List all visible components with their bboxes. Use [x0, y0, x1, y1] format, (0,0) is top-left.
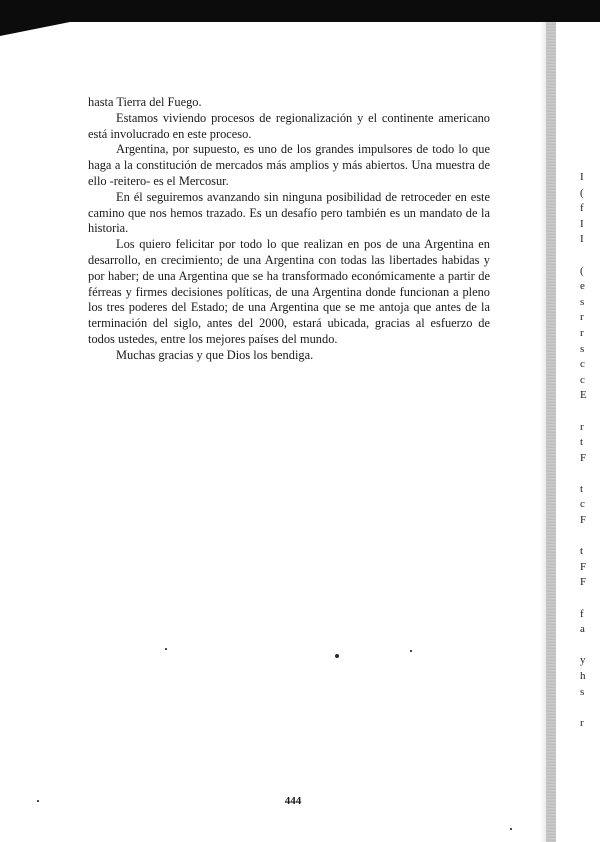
facing-page-glyph: I [580, 233, 584, 246]
facing-page-glyph: c [580, 358, 585, 371]
facing-page-glyph: c [580, 498, 585, 511]
facing-page-glyph: s [580, 685, 585, 698]
facing-page-glyph: ( [580, 186, 584, 199]
facing-page-glyph: r [580, 420, 584, 433]
facing-page-glyph [580, 248, 600, 264]
scan-speck [410, 650, 412, 652]
facing-page-glyph: r [580, 311, 584, 324]
facing-page-glyph: t [580, 482, 584, 495]
page-number: 444 [284, 795, 302, 807]
paragraph: Estamos viviendo procesos de regionalización y el continente americano está involucrado en este proceso. [88, 110, 490, 141]
facing-page-glyph [580, 529, 600, 545]
scan-speck [510, 828, 512, 830]
facing-page-glyph: E [580, 389, 587, 402]
paragraph: Los quiero felicitar por todo lo que realizan en pos de una Argentina en desarrollo, en crecimiento; de una Argentina con todas las libertades habidas y por haber; de una Argentina que se ha transformado económicamente a partir de férreas y firmes decisiones políticas, de una Argentina donde funcionan a pleno los tres poderes del Estado; de una Argentina que se me antoja que antes de la terminación del siglo, antes del 2000, estará ubicada, gracias al esfuerzo de todos ustedes, entre los mejores países del mundo. [88, 237, 490, 346]
book-spine [546, 22, 556, 842]
paragraph: Argentina, por supuesto, es uno de los grandes impulsores de todo lo que haga a la constitución de mercados más amplios y más abiertos. Una muestra de ello -reitero- es el Mercosur. [88, 142, 490, 188]
facing-page-glyph: e [580, 280, 585, 293]
facing-page-glyph: t [580, 436, 584, 449]
scan-speck [335, 654, 339, 658]
facing-page-text-fragments [580, 170, 600, 731]
facing-page-glyph: c [580, 373, 585, 386]
scan-speck [37, 800, 39, 802]
facing-page-glyph: F [580, 451, 587, 464]
facing-page-glyph: F [580, 560, 587, 573]
paragraph: hasta Tierra del Fuego. [88, 95, 202, 109]
facing-page-glyph: r [580, 716, 584, 729]
facing-page-glyph: ( [580, 264, 584, 277]
facing-page-glyph [580, 466, 600, 482]
facing-page-glyph: t [580, 545, 584, 558]
facing-page-glyph: s [580, 342, 585, 355]
facing-page-glyph: r [580, 326, 584, 339]
facing-page-glyph [580, 700, 600, 716]
body-text [88, 95, 490, 364]
facing-page-glyph: F [580, 576, 587, 589]
facing-page-glyph: y [580, 654, 586, 667]
facing-page-glyph [580, 591, 600, 607]
facing-page-glyph [580, 638, 600, 654]
facing-page-glyph: f [580, 202, 584, 215]
paragraph: En él seguiremos avanzando sin ninguna posibilidad de retroceder en este camino que nos hemos trazado. Es un desafío pero también es un mandato de la historia. [88, 189, 490, 236]
facing-page-glyph: h [580, 670, 586, 682]
paragraph: Muchas gracias y que Dios los bendiga. [116, 347, 314, 362]
scan-top-shadow-edge [0, 22, 70, 36]
facing-page-glyph: I [580, 217, 584, 230]
facing-page-glyph: s [580, 295, 585, 308]
facing-page-glyph [580, 404, 600, 420]
scan-top-shadow [0, 0, 600, 22]
facing-page-glyph: I [580, 171, 584, 183]
facing-page-glyph: a [580, 623, 585, 636]
facing-page-glyph: F [580, 514, 587, 527]
facing-page-glyph: f [580, 607, 584, 620]
scan-speck [165, 648, 167, 650]
